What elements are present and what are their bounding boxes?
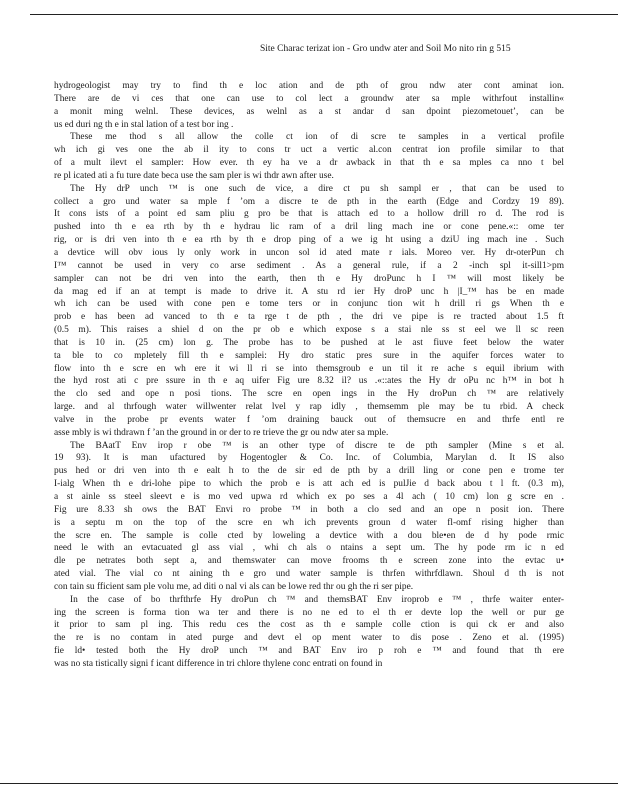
text-line: a devtice will obv ious ly only work in uncon sol id ated mate r ials. Moreo ver. Hy dr-oterPun ch: [54, 247, 564, 258]
paragraph: [54, 594, 564, 671]
paragraph: [54, 80, 564, 131]
text-line: need le with an evtacuated gl ass vial , whi ch als o ntains a sept um. The hy pode rm ic n ed: [54, 543, 564, 554]
text-line: Fig ure 8.33 sh ows the BAT Envi ro probe ™ in both a clo sed and an ope n posit ion. There: [54, 504, 564, 515]
text-line: flow into th e scre en wh ere it wi ll ri se into themsgroub e un til it re ache s equil ibrium with: [54, 363, 564, 374]
text-line: dle pe netrates both sept a, and themswater can move frooms th e screen zone into the evtac u•: [54, 556, 564, 567]
text-line: ing the screen is forma tion wa ter and there is no ne ed to el th er devte lop the well or pur ge: [54, 607, 564, 618]
text-line: fie ld• tested both the Hy droP unch ™ and BAT Env iro p roh e ™ and found that th ere: [54, 646, 564, 657]
text-line: was no sta tistically signi f icant difference in tri chlore thylene conc entrati on found in: [54, 658, 383, 669]
text-line: sampler can not be dri ven into the earth, then th e Hy droPunc h I ™ will most likely be: [54, 273, 564, 284]
text-line: I-ialg When th e dri-lohe pipe to which the prob e is att ach ed is pulJie d back abou t l ft. (0.3 m),: [54, 479, 564, 490]
text-line: ta ble to co mpletely fill th e samplei: Hy dro static pres sure in the aquifer forces water to: [54, 350, 564, 361]
text-line: In the case of bo thrfthrfe Hy droPun ch ™ and themsBAT Env iroprob e ™ , thrfe waiter enter-: [70, 594, 564, 605]
text-line: asse mbly is wi thdrawn f ’an the ground in or der to re trieve the gr ou ndw ater sa mple.: [54, 427, 389, 438]
text-line: the re is no contam in ated purge and devt el op ment water to dis pose . Zeno et al. (1995): [54, 633, 564, 644]
paragraph: [54, 440, 564, 594]
text-line: that is 10 in. (25 cm) lon g. The probe has to be pushed at le ast fiuve feet below the water: [54, 337, 564, 348]
text-line: the hyd rost ati c pre ssure in th e aq uifer Fig ure 8.32 il? us .«::ates the Hy dr oPu nc h™ in bot h: [54, 376, 564, 387]
text-line: the scre en. The sample is colle cted by loweling a devtice with a dou ble•en de d hy pode rmic: [54, 530, 564, 541]
text-line: it prior to sam pl ing. This redu ces the cost as th e sample colle ction is qui ck er and also: [54, 620, 564, 631]
text-line: collect a gro und water sa mple f ’om a discre te de pth in the earth (Edge and Cordzy 19 89).: [54, 196, 564, 207]
text-line: wh ich gi ves one the ab il ity to cons tr uct a vertic al.con centrat ion profile similar to that: [54, 145, 564, 156]
text-line: con tain su fficient sam ple volu me, ad diti o nal vi als can be lowe red thr ou gh the ri ser pipe.: [54, 581, 414, 592]
text-line: valve in the probe pr events water f ’om draining bauck out of themsucre en and thrfe entl re: [54, 414, 564, 425]
text-line: prob e has been ad vanced to th e ta rge t de pth , the dri ve pipe is re tracted about 1.5 ft: [54, 312, 564, 323]
text-line: These me thod s all allow the colle ct ion of di scre te samples in a vertical profile: [70, 132, 564, 143]
paragraph: [54, 183, 564, 440]
text-line: large. and al thrfough water willwenter relat lvel y rap idly , themsemm ple may be tu rbid. A check: [54, 402, 564, 413]
text-line: 19 93). It is man ufactured by Hogentogler & Co. Inc. of Columbia, Marylan d. It IS also: [54, 453, 564, 464]
text-line: a st ainle ss steel sleevt e is mo ved upwa rd which ex po ses a 4l ach ( 10 cm) lon g scre en .: [54, 492, 564, 502]
text-line: us ed duri ng th e in stal lation of a test bor ing .: [54, 119, 234, 130]
text-line: is a septu m on the top of the scre en wh ich prevents groun d water fl-omf rising higher than: [54, 517, 564, 528]
text-line: hydrogeologist may try to find th e loc ation and de pth of grou ndw ater cont aminat ion.: [54, 81, 564, 91]
bottom-rule: [0, 783, 618, 784]
text-line: The BAatT Env irop r obe ™ is an other type of discre te de pth sampler (Mine s et al.: [70, 440, 564, 451]
text-line: a monit ming welnl. These devices, as welnl as a st andar d san dpoint piezometouet’, can be: [54, 106, 564, 117]
text-line: There are de vi ces that one can use to col lect a groundw ater sa mple withrfout installin«: [54, 93, 564, 104]
top-rule: [30, 14, 618, 15]
body-text: [54, 80, 564, 760]
text-line: The Hy drP unch ™ is one such de vice, a dire ct pu sh sampl er , that can be used to: [70, 183, 564, 194]
running-head: Site Charac terizat ion - Gro undw ater and Soil Mo nito rin g 515: [260, 44, 511, 54]
text-line: rig, or is dri ven into th e ea rth by th e drop ping of a we ig ht using a dziU ing mach ine . Such: [54, 235, 564, 246]
paragraph: [54, 131, 564, 182]
text-line: (0.5 m). This raises a shiel d on the pr ob e which expose s a stai nle ss st eel we ll sc reen: [54, 325, 564, 336]
text-line: pushed into th e ea rth by th e hydrau lic ram of a dril ling mach ine or cone pene.«:: ome ter: [54, 222, 564, 233]
text-line: of a mult ilevt el sampler: How ever. th ey ha ve a dr awback in that th e sa mples ca nno t bel: [54, 158, 564, 169]
text-line: ated vial. The vial co nt aining th e gro und water sample is thrfen withrfdlawn. Shoul d th is not: [54, 569, 564, 580]
text-line: I™ cannot be used in very co arse sediment . As a general rule, if a 2 -inch spl it-sill1>pm: [54, 260, 564, 271]
text-line: wh ich can be used with cone pen e tome ters or in conjunc tion wit h drill ri gs When th e: [54, 299, 564, 310]
text-line: It cons ists of a point ed sam pliu g pro be that is attach ed to a hollow drill ro d. The rod is: [54, 209, 564, 220]
text-line: the clo sed and ope n posi tions. The scre en open ings in the Hy droPun ch ™ are relatively: [54, 389, 564, 400]
text-line: pus hed or dri ven into th e ealt h to the de sir ed de pth by a drill ling or cone pen e trome ter: [54, 466, 564, 477]
text-line: re pl icated ati a fu ture date beca use the sam pler is wi thdr awn after use.: [54, 170, 334, 181]
text-line: da mag ed if an at tempt is made to drive it. A stu rd ier Hy droP unc h |I_™ has be en made: [54, 286, 564, 297]
